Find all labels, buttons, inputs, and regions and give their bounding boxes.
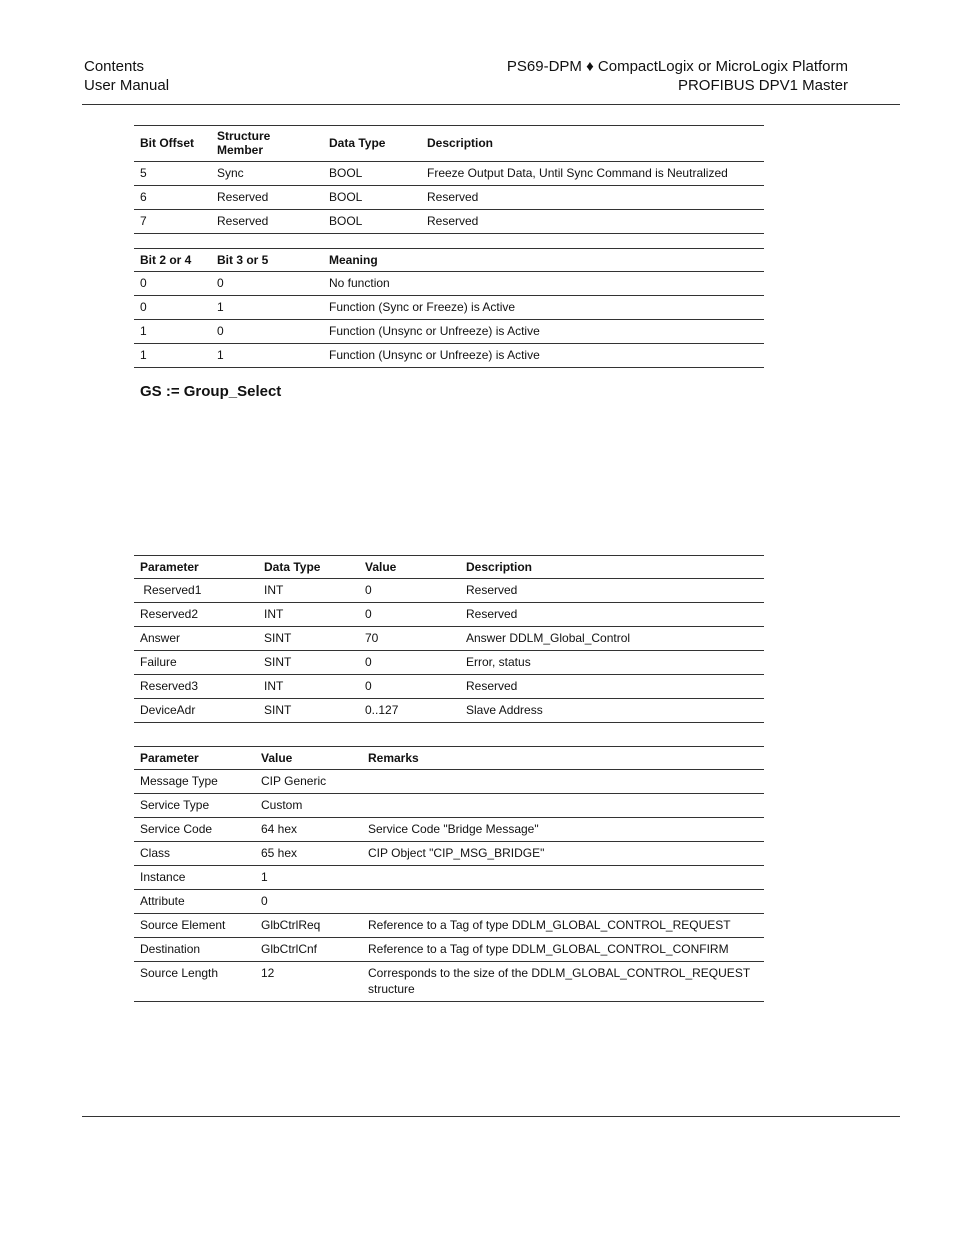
table-row bbox=[134, 938, 764, 962]
table-header-row bbox=[134, 747, 764, 770]
column-header: Description bbox=[460, 556, 764, 579]
table-cell: Custom bbox=[255, 794, 362, 818]
table-cell: INT bbox=[258, 579, 359, 603]
header-product-subtitle: PROFIBUS DPV1 Master bbox=[677, 77, 848, 94]
table-cell bbox=[362, 890, 764, 914]
table-row bbox=[134, 699, 764, 723]
table-row bbox=[134, 914, 764, 938]
message-configuration-table bbox=[134, 746, 764, 1002]
column-header: Structure Member bbox=[211, 126, 323, 162]
table-cell: Failure bbox=[134, 651, 258, 675]
table-cell: Answer bbox=[134, 627, 258, 651]
table-cell: GlbCtrlReq bbox=[255, 914, 362, 938]
table-cell bbox=[362, 770, 764, 794]
table-cell: Destination bbox=[134, 938, 255, 962]
table-cell: Corresponds to the size of the DDLM_GLOBAL_CONTROL_REQUEST structure bbox=[362, 962, 764, 1002]
table-cell: GlbCtrlCnf bbox=[255, 938, 362, 962]
table-row bbox=[134, 794, 764, 818]
table-row bbox=[134, 866, 764, 890]
table-cell: Reserved bbox=[460, 579, 764, 603]
table-cell: Reserved bbox=[460, 603, 764, 627]
table-cell: Error, status bbox=[460, 651, 764, 675]
table-cell: Answer DDLM_Global_Control bbox=[460, 627, 764, 651]
column-header: Bit 2 or 4 bbox=[134, 249, 211, 272]
table-cell: Freeze Output Data, Until Sync Command is Neutralized bbox=[421, 162, 764, 186]
column-header: Data Type bbox=[258, 556, 359, 579]
table-cell: Service Code "Bridge Message" bbox=[362, 818, 764, 842]
table-row bbox=[134, 579, 764, 603]
table-row bbox=[134, 186, 764, 210]
table-cell: 65 hex bbox=[255, 842, 362, 866]
footer-divider bbox=[82, 1116, 900, 1117]
table-cell: 5 bbox=[134, 162, 211, 186]
table-cell: Attribute bbox=[134, 890, 255, 914]
table-cell: Slave Address bbox=[460, 699, 764, 723]
column-header: Bit Offset bbox=[134, 126, 211, 162]
column-header: Description bbox=[421, 126, 764, 162]
table-cell: Reserved bbox=[421, 186, 764, 210]
table-cell: BOOL bbox=[323, 210, 421, 234]
table-row bbox=[134, 962, 764, 1002]
table-cell: Service Type bbox=[134, 794, 255, 818]
table-cell: Instance bbox=[134, 866, 255, 890]
table-cell: 0 bbox=[359, 651, 460, 675]
table-header-row bbox=[134, 249, 764, 272]
table-header-row bbox=[134, 126, 764, 162]
table-cell: 0 bbox=[134, 272, 211, 296]
table-cell: Reference to a Tag of type DDLM_GLOBAL_CONTROL_CONFIRM bbox=[362, 938, 764, 962]
column-header: Parameter bbox=[134, 556, 258, 579]
table-cell: SINT bbox=[258, 699, 359, 723]
table-cell: 0..127 bbox=[359, 699, 460, 723]
header-contents: Contents bbox=[84, 58, 145, 75]
table-cell: INT bbox=[258, 675, 359, 699]
table-row bbox=[134, 344, 764, 368]
table-cell: Reserved bbox=[460, 675, 764, 699]
table-cell: 0 bbox=[211, 320, 323, 344]
header-divider bbox=[82, 104, 900, 105]
table-cell: Function (Unsync or Unfreeze) is Active bbox=[323, 344, 764, 368]
table-cell bbox=[362, 794, 764, 818]
table-cell: SINT bbox=[258, 651, 359, 675]
table-cell: 70 bbox=[359, 627, 460, 651]
table-row bbox=[134, 603, 764, 627]
column-header: Meaning bbox=[323, 249, 764, 272]
table-cell: 64 hex bbox=[255, 818, 362, 842]
table-cell: CIP Object "CIP_MSG_BRIDGE" bbox=[362, 842, 764, 866]
table-cell: Reference to a Tag of type DDLM_GLOBAL_CONTROL_REQUEST bbox=[362, 914, 764, 938]
column-header: Bit 3 or 5 bbox=[211, 249, 323, 272]
table-cell: Reserved bbox=[211, 186, 323, 210]
table-cell: Reserved1 bbox=[134, 579, 258, 603]
table-row bbox=[134, 651, 764, 675]
table-cell: SINT bbox=[258, 627, 359, 651]
table-cell: 1 bbox=[211, 344, 323, 368]
header-right bbox=[507, 57, 848, 95]
table-row bbox=[134, 272, 764, 296]
table-cell: Source Length bbox=[134, 962, 255, 1002]
table-cell: No function bbox=[323, 272, 764, 296]
table-cell: Message Type bbox=[134, 770, 255, 794]
header-left bbox=[84, 57, 169, 95]
table-cell: 12 bbox=[255, 962, 362, 1002]
table-cell: Reserved bbox=[421, 210, 764, 234]
table-cell: 0 bbox=[211, 272, 323, 296]
table-cell: INT bbox=[258, 603, 359, 627]
table-row bbox=[134, 320, 764, 344]
table-row bbox=[134, 818, 764, 842]
table-cell: Reserved bbox=[211, 210, 323, 234]
table-cell: 6 bbox=[134, 186, 211, 210]
table-cell: Reserved2 bbox=[134, 603, 258, 627]
header-product-title: PS69-DPM ♦ CompactLogix or MicroLogix Platform bbox=[506, 58, 848, 75]
column-header: Remarks bbox=[362, 747, 764, 770]
table-cell: 0 bbox=[359, 675, 460, 699]
table-row bbox=[134, 210, 764, 234]
column-header: Value bbox=[255, 747, 362, 770]
table-cell: Function (Unsync or Unfreeze) is Active bbox=[323, 320, 764, 344]
table-cell: Source Element bbox=[134, 914, 255, 938]
table-row bbox=[134, 675, 764, 699]
table-cell: Function (Sync or Freeze) is Active bbox=[323, 296, 764, 320]
table-cell: 7 bbox=[134, 210, 211, 234]
table-cell: Reserved3 bbox=[134, 675, 258, 699]
table-row bbox=[134, 842, 764, 866]
table-cell: 1 bbox=[255, 866, 362, 890]
table-row bbox=[134, 627, 764, 651]
table-row bbox=[134, 296, 764, 320]
table-cell: 0 bbox=[359, 603, 460, 627]
section-heading: GS := Group_Select bbox=[140, 383, 282, 400]
table-cell: BOOL bbox=[323, 162, 421, 186]
table-cell: DeviceAdr bbox=[134, 699, 258, 723]
column-header: Value bbox=[359, 556, 460, 579]
table-cell: 1 bbox=[211, 296, 323, 320]
table-cell: 1 bbox=[134, 320, 211, 344]
table-row bbox=[134, 770, 764, 794]
table-cell: 0 bbox=[255, 890, 362, 914]
global-control-confirm-table bbox=[134, 555, 764, 723]
column-header: Data Type bbox=[323, 126, 421, 162]
table-cell bbox=[362, 866, 764, 890]
table-cell: 1 bbox=[134, 344, 211, 368]
table-cell: BOOL bbox=[323, 186, 421, 210]
bit-offset-table bbox=[134, 125, 764, 234]
table-cell: 0 bbox=[134, 296, 211, 320]
table-cell: CIP Generic bbox=[255, 770, 362, 794]
table-header-row bbox=[134, 556, 764, 579]
table-cell: 0 bbox=[359, 579, 460, 603]
table-cell: Service Code bbox=[134, 818, 255, 842]
table-row bbox=[134, 890, 764, 914]
header-user-manual: User Manual bbox=[84, 77, 170, 94]
sync-freeze-meaning-table bbox=[134, 248, 764, 368]
column-header: Parameter bbox=[134, 747, 255, 770]
table-cell: Class bbox=[134, 842, 255, 866]
table-cell: Sync bbox=[211, 162, 323, 186]
table-row bbox=[134, 162, 764, 186]
